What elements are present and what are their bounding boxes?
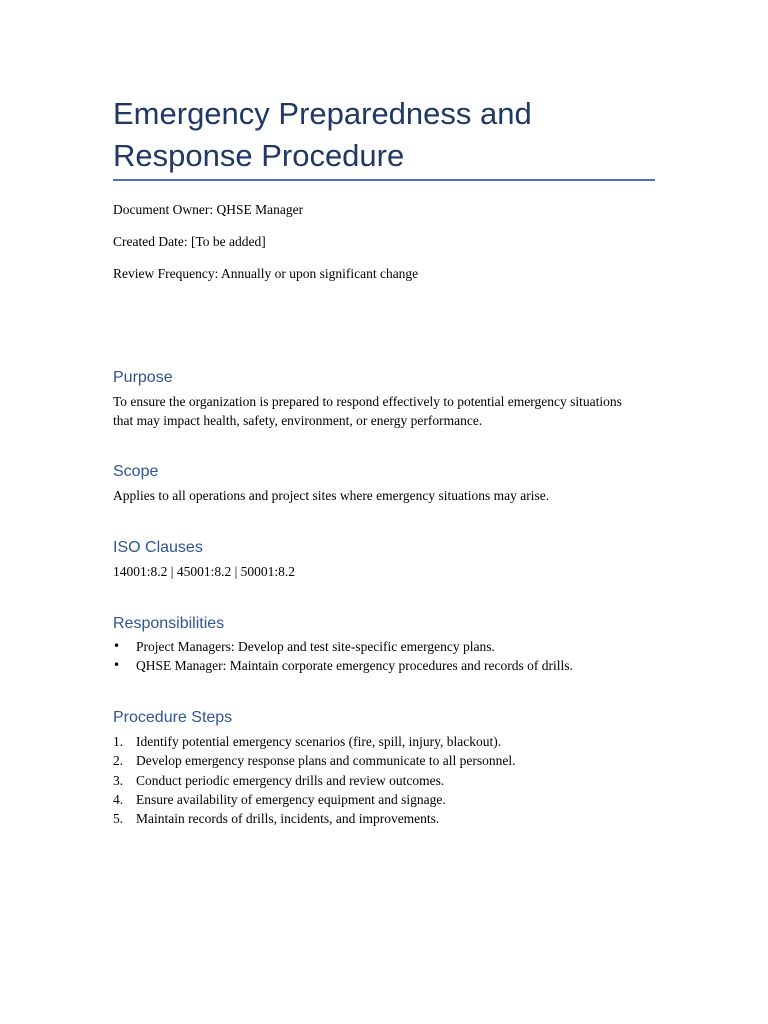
list-item-text: QHSE Manager: Maintain corporate emergency procedures and records of drills. (136, 658, 573, 674)
bullet-marker: • (113, 639, 121, 653)
responsibilities-list (113, 637, 655, 676)
step-number: 5. (113, 811, 124, 827)
bullet-marker: • (113, 658, 121, 673)
iso-clauses-text: 14001:8.2 | 45001:8.2 | 50001:8.2 (113, 564, 296, 579)
list-item-text: Develop emergency response plans and communicate to all personnel. (136, 753, 516, 769)
list-item (113, 790, 655, 809)
step-number: 3. (113, 772, 124, 788)
list-item (113, 656, 655, 675)
list-item-text: Conduct periodic emergency drills and review outcomes. (136, 772, 445, 788)
list-item (113, 809, 655, 828)
created-date: Created Date: [To be added] (113, 234, 266, 249)
step-number: 4. (113, 791, 124, 807)
procedure-steps-list (113, 732, 655, 828)
list-item (113, 637, 655, 656)
scope-text: Applies to all operations and project sites where emergency situations may arise. (113, 488, 550, 503)
list-item-text: Identify potential emergency scenarios (fire, spill, injury, blackout). (136, 734, 502, 749)
title-divider (113, 179, 655, 181)
document-page (113, 0, 655, 1024)
list-item-text: Maintain records of drills, incidents, and improvements. (136, 811, 440, 827)
responsibilities-heading: Responsibilities (113, 615, 225, 632)
purpose-heading: Purpose (113, 369, 173, 386)
purpose-text: To ensure the organization is prepared to respond effectively to potential emergency situations that may impact health, safety, environment, or energy performance. (113, 394, 622, 428)
procedure-steps-heading: Procedure Steps (113, 709, 233, 726)
list-item-text: Project Managers: Develop and test site-specific emergency plans. (136, 639, 495, 654)
document-owner: Document Owner: QHSE Manager (113, 202, 304, 217)
list-item (113, 732, 655, 751)
scope-heading: Scope (113, 463, 159, 480)
step-number: 1. (113, 734, 124, 749)
document-title: Emergency Preparedness and Response Procedure (113, 96, 532, 173)
review-frequency: Review Frequency: Annually or upon significant change (113, 266, 419, 281)
iso-clauses-heading: ISO Clauses (113, 539, 203, 556)
list-item (113, 771, 655, 790)
list-item-text: Ensure availability of emergency equipment and signage. (136, 791, 446, 807)
list-item (113, 751, 655, 770)
step-number: 2. (113, 753, 124, 769)
